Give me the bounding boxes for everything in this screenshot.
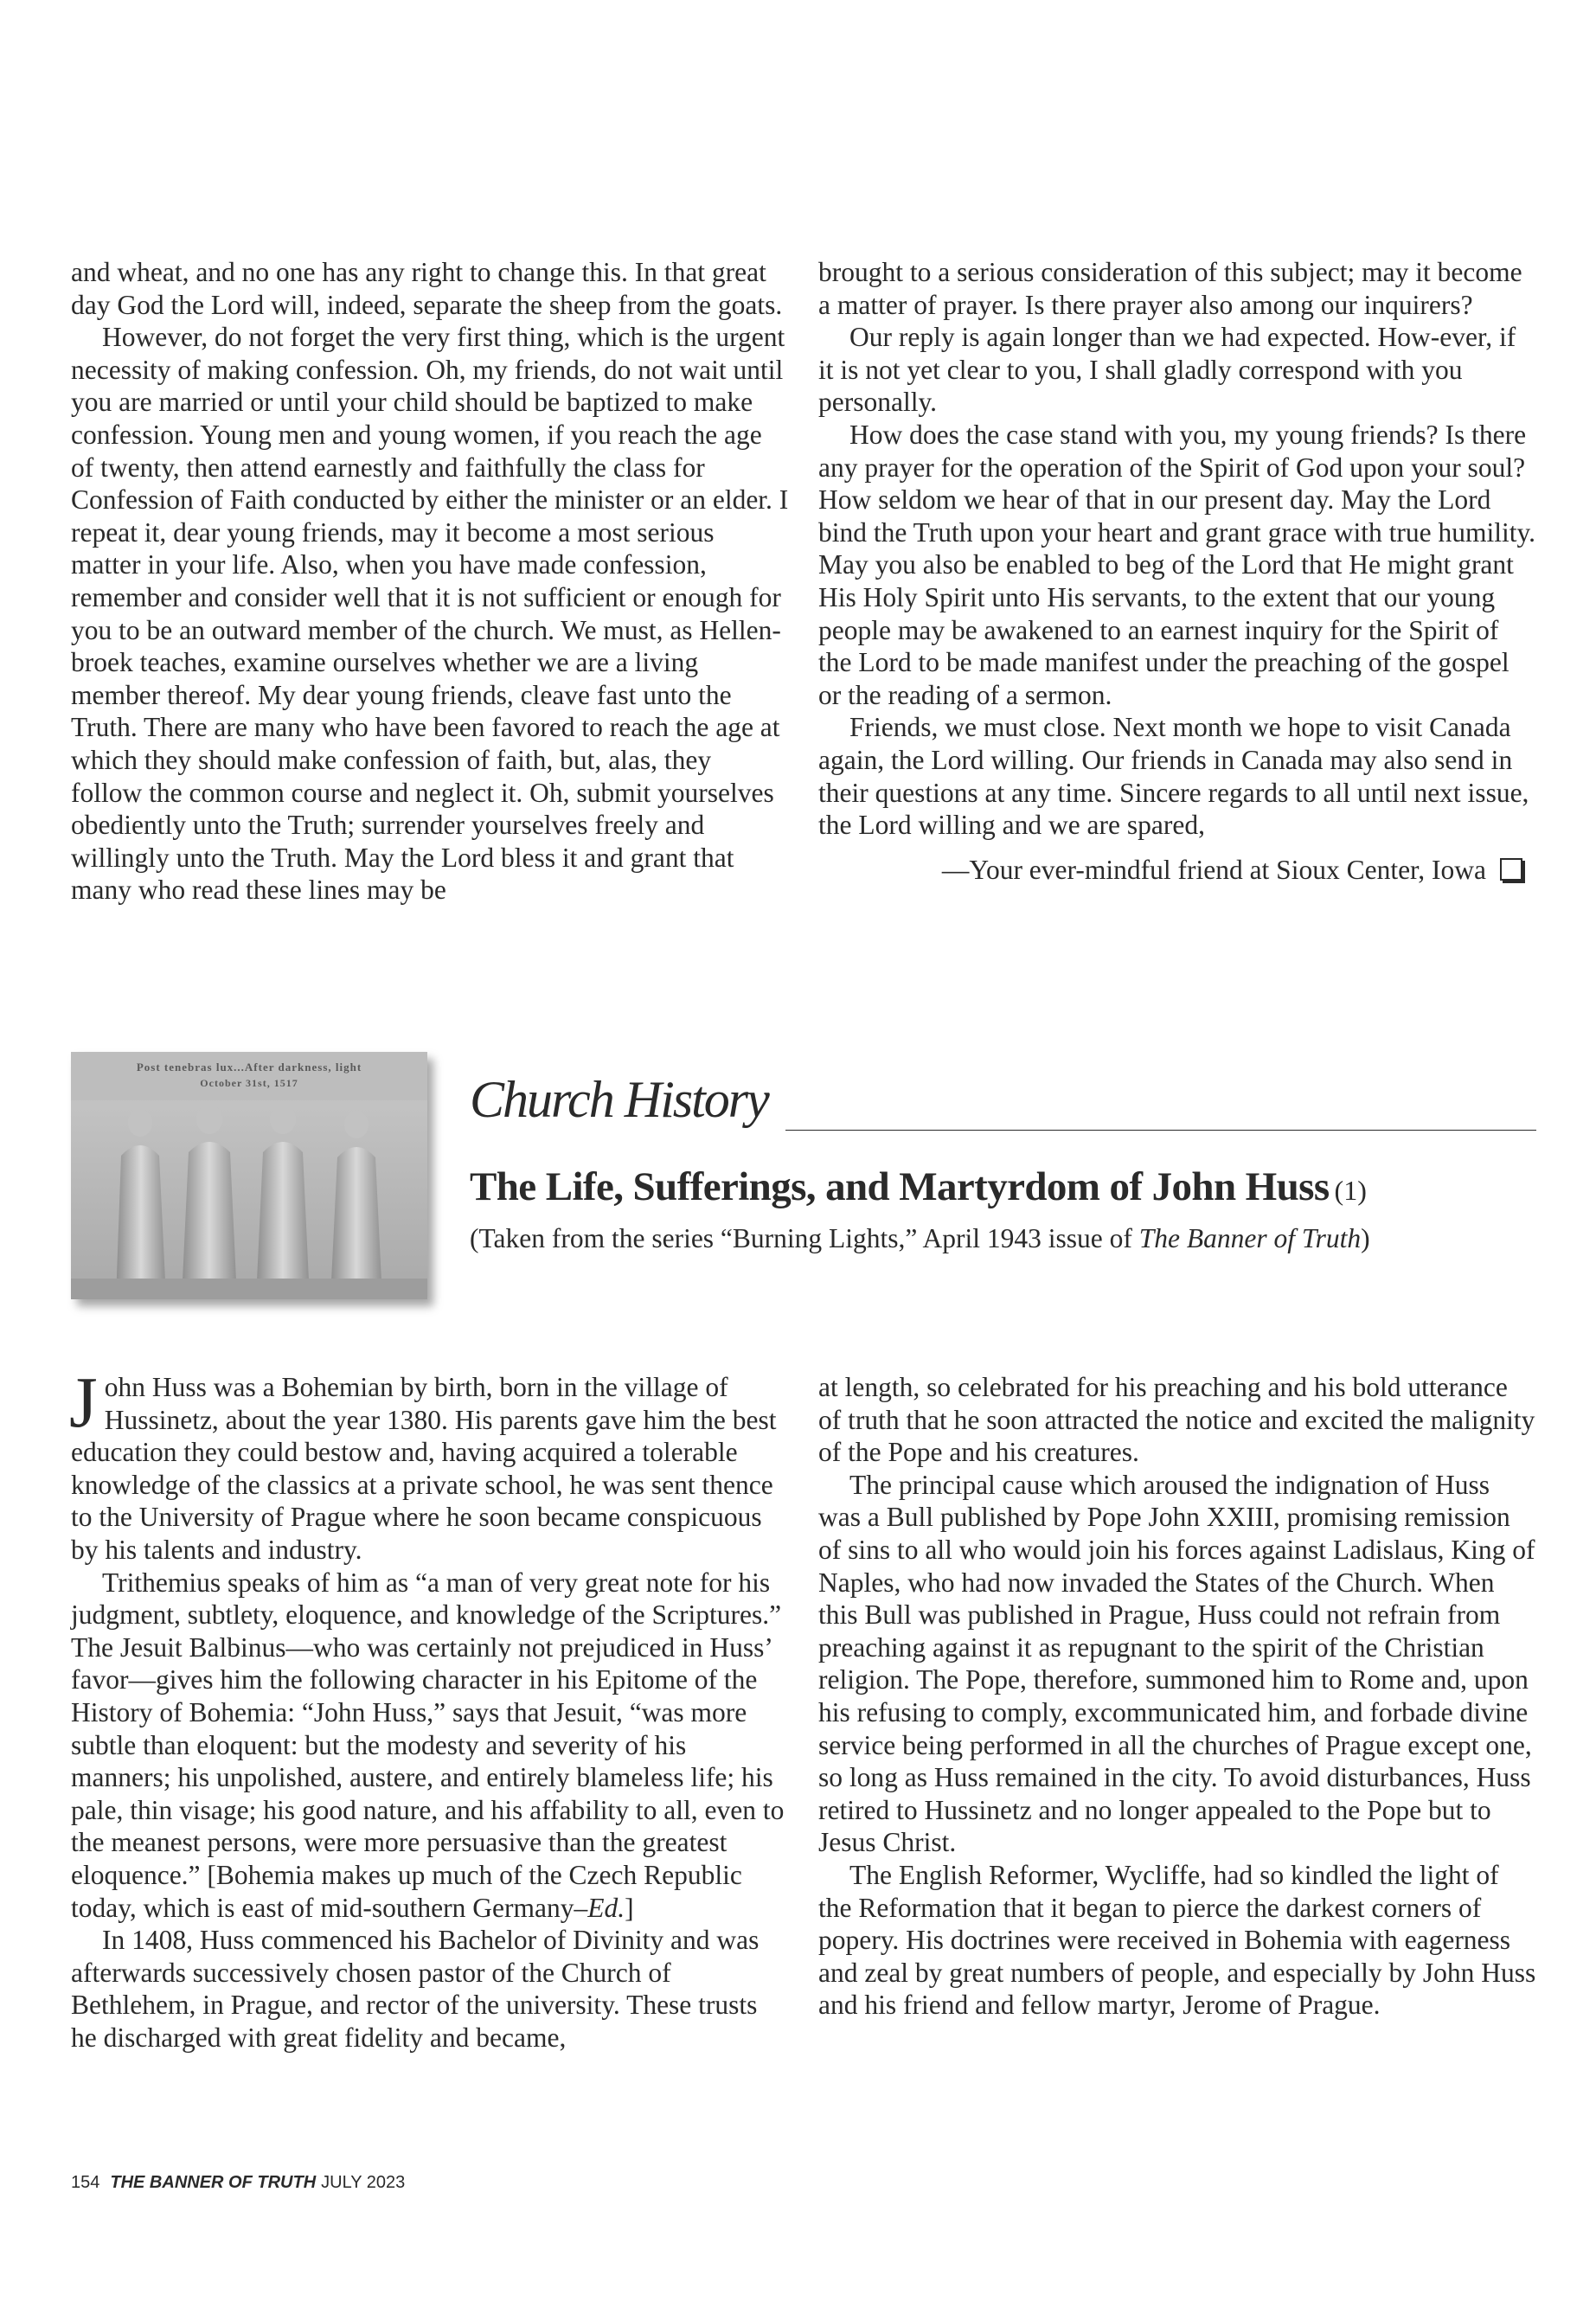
signoff-text: —Your ever-mindful friend at Sioux Center, Iowa xyxy=(941,854,1486,885)
section-title-rule xyxy=(785,1130,1536,1131)
paragraph: However, do not forget the very first thing, which is the urgent necessity of making confession. Oh, my friends, do not wait until you are married or until your child should be baptized to make confession. Young men and young women, if you reach the age of twenty, then attend earnestly and faithfully the class for Confession of Faith conducted by either the minister or an elder. I repeat it, dear young friends, may it become a most serious matter in your life. Also, when you have made confession, remember and consider well that it is not sufficient or enough for you to be an outward member of the church. We must, as Hellen-broek teaches, examine ourselves whether we are a living member thereof. My dear young friends, cleave fast unto the Truth. There are many who have been favored to reach the age at which they should make confession of faith, but, alas, they follow the common course and neglect it. Oh, submit yourselves obediently unto the Truth; surrender yourselves freely and willingly unto the Truth. May the Lord bless it and grant that many who read these lines may be xyxy=(71,322,789,906)
end-mark-icon xyxy=(1500,858,1522,881)
paragraph: brought to a serious consideration of this subject; may it become a matter of prayer. Is there prayer also among our inquirers? xyxy=(818,257,1522,320)
image-inscription-1: Post tenebras lux...After darkness, light xyxy=(136,1061,362,1074)
paragraph: The English Reformer, Wycliffe, had so kindled the light of the Reformation that it began to pierce the darkest corners of popery. His doctrines were received in Bohemia with eagerness and zeal by great numbers of people, and especially by John Huss and his friend and fellow martyr, Jerome of Prague. xyxy=(818,1859,1536,2021)
paragraph: How does the case stand with you, my young friends? Is there any prayer for the operation of the Spirit of God upon your soul? How seldom we hear of that in our present day. May the Lord bind the Truth upon your heart and grant grace with true humility. May you also be enabled to beg of the Lord that He might grant His Holy Spirit unto His servants, to the extent that our young people may be awakened to an earnest inquiry for the Spirit of the Lord to be made manifest under the preaching of the gospel or the reading of a sermon. xyxy=(818,419,1536,710)
issue-date: JULY 2023 xyxy=(321,2173,406,2192)
paragraph xyxy=(71,1567,789,1925)
paragraph-text: Trithemius speaks of him as “a man of very great note for his judgment, subtlety, eloquence, and knowledge of the Scriptures.” The Jesuit Balbinus—who was certainly not prejudiced in Huss’ favor—gives him the following character in his Epitome of the History of Bohemia: “John Huss,” says that Jesuit, “was more subtle than eloquent: but the modesty and severity of his manners; his unpolished, austere, and entirely blameless life; his pale, thin visage; his good nature, and his affability to all, even to the meanest persons, were more persuasive than the greatest eloquence.” [Bohemia makes up much of the Czech Republic today, which is east of mid-southern Germany– xyxy=(71,1567,785,1923)
article-title xyxy=(470,1163,1367,1210)
paragraph: at length, so celebrated for his preaching and his bold utterance of truth that he soon attracted the notice and excited the malignity of the Pope and his creatures. xyxy=(818,1372,1535,1468)
subtitle-publication: The Banner of Truth xyxy=(1138,1223,1362,1253)
section-title: Church History xyxy=(470,1071,768,1128)
page-footer xyxy=(71,2173,405,2193)
article-title-text: The Life, Sufferings, and Martyrdom of John Huss xyxy=(470,1164,1330,1209)
paragraph-text: ohn Huss was a Bohemian by birth, born in the village of Hussinetz, about the year 1380. His parents gave him the best education they could bestow and, having acquired a tolerable knowledge of the classics at a private school, he was sent thence to the University of Prague where he soon became conspicuous by his talents and industry. xyxy=(71,1372,777,1565)
paragraph: Friends, we must close. Next month we hope to visit Canada again, the Lord willing. Our friends in Canada may also send in their questions at any time. Sincere regards to all until next issue, the Lord willing and we are spared, xyxy=(818,712,1529,841)
subtitle-close: ) xyxy=(1361,1223,1370,1253)
top-left-column xyxy=(71,256,789,907)
top-right-column xyxy=(818,256,1536,886)
article-subtitle xyxy=(470,1223,1370,1254)
reformation-wall-image xyxy=(71,1052,427,1299)
subtitle-text: (Taken from the series “Burning Lights,” April 1943 issue of xyxy=(470,1223,1139,1253)
publication-name: THE BANNER OF TRUTH xyxy=(110,2173,317,2192)
signoff xyxy=(818,854,1536,887)
paragraph: and wheat, and no one has any right to change this. In that great day God the Lord will, indeed, separate the sheep from the goats. xyxy=(71,257,783,320)
drop-cap: J xyxy=(69,1362,98,1443)
article-part-number: (1) xyxy=(1334,1175,1367,1206)
paragraph: Our reply is again longer than we had expected. How-ever, if it is not yet clear to you, I shall gladly correspond with you personally. xyxy=(818,322,1516,418)
bracket-close: ] xyxy=(625,1892,634,1923)
image-inscription-2: October 31st, 1517 xyxy=(200,1077,298,1089)
paragraph: In 1408, Huss commenced his Bachelor of Divinity and was afterwards successively chosen pastor of the Church of Bethlehem, in Prague, and rector of the university. These trusts he discharged with great fidelity and became, xyxy=(71,1925,760,2053)
page-number: 154 xyxy=(71,2173,100,2192)
bottom-left-column xyxy=(69,1362,789,2054)
paragraph xyxy=(69,1362,789,1567)
paragraph: The principal cause which aroused the indignation of Huss was a Bull published by Pope John XXIII, promising remission of sins to all who would join his forces against Ladislaus, King of Naples, who had now invaded the States of the Church. When this Bull was published in Prague, Huss could not refrain from preaching against it as repugnant to the spirit of the Christian religion. The Pope, therefore, summoned him to Rome and, upon his refusing to comply, excommunicated him, and forbade divine service being performed in all the churches of Prague except one, so long as Huss remained in the city. To avoid disturbances, Huss retired to Hussinetz and no longer appealed to the Pope but to Jesus Christ. xyxy=(818,1469,1535,1858)
editor-note: Ed. xyxy=(587,1892,625,1923)
bottom-right-column xyxy=(818,1371,1536,2022)
